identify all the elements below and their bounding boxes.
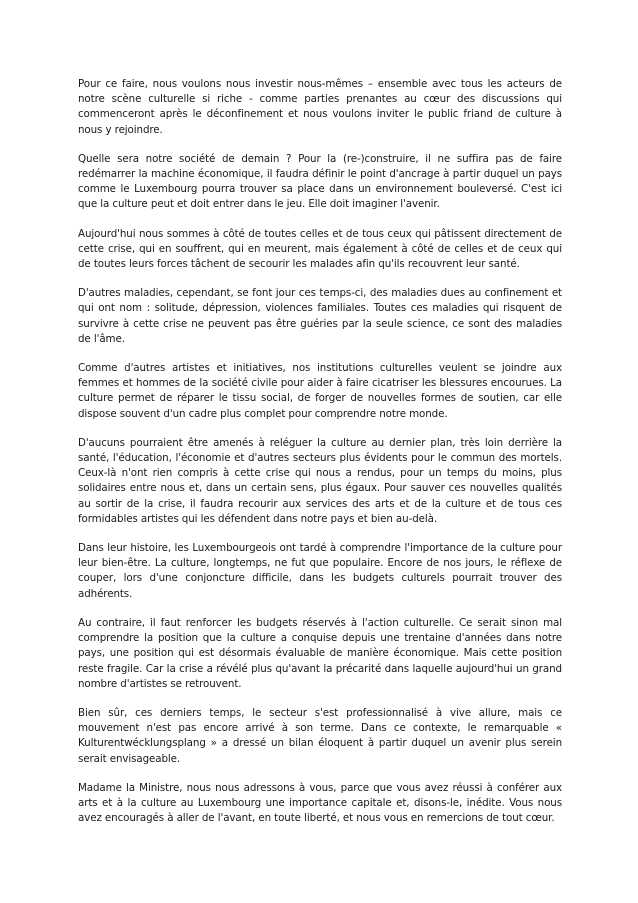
- paragraph-10: Madame la Ministre, nous nous adressons à vous, parce que vous avez réussi à conférer aux arts et à la culture au Luxembourg une importance capitale et, disons-le, inédite. Vous nous avez encouragés à aller de l'avant, en toute liberté, et nous vous en remercions de tout cœur.: [78, 781, 562, 825]
- paragraph-7: Dans leur histoire, les Luxembourgeois ont tardé à comprendre l'importance de la culture pour leur bien-être. La culture, longtemps, ne fut que populaire. Encore de nos jours, le réflexe de couper, lors d'une conjoncture difficile, dans les budgets culturels pourrait trouver des adhérents.: [78, 542, 562, 600]
- paragraph-1: Pour ce faire, nous voulons nous investir nous-mêmes – ensemble avec tous les acteurs de notre scène culturelle si riche - comme parties prenantes au cœur des discussions qui commenceront après le déconfinement et nous voulons inviter le public friand de culture à nous y rejoindre.: [78, 78, 562, 136]
- paragraph-2: Quelle sera notre société de demain ? Pour la (re-)construire, il ne suffira pas de faire redémarrer la machine économique, il faudra définir le point d'ancrage à partir duquel un pays comme le Luxembourg pourra trouver sa place dans un environnement bouleversé. C'est ici que la culture peut et doit entrer dans le jeu. Elle doit imaginer l'avenir.: [78, 152, 562, 211]
- paragraph-6: D'aucuns pourraient être amenés à reléguer la culture au dernier plan, très loin derrière la santé, l'éducation, l'économie et d'autres secteurs plus évidents pour le commun des mortels. Ceux-là n'ont rien compris à cette crise qui nous a rendus, pour un temps du moins, plus solidaires entre nous et, dans un certain sens, plus égaux. Pour sauver ces nouvelles qualités au sortir de la crise, il faudra recourir aux services des arts et de la culture et de tous ces formidables artistes qui les défendent dans notre pays et bien au-delà.: [78, 436, 562, 525]
- paragraph-5: Comme d'autres artistes et initiatives, nos institutions culturelles veulent se joindre aux femmes et hommes de la société civile pour aider à faire cicatriser les blessures encourues. La culture permet de réparer le tissu social, de forger de nouvelles formes de soutien, car elle dispose souvent d'un cadre plus complet pour comprendre notre monde.: [78, 362, 562, 420]
- paragraph-9: Bien sûr, ces derniers temps, le secteur s'est professionnalisé à vive allure, mais ce mouvement n'est pas encore arrivé à son terme. Dans ce contexte, le remarquable « Kulturentwécklungsplang » a dressé un bilan éloquent à partir duquel un avenir plus serein serait envisageable.: [78, 706, 562, 765]
- paragraph-8: Au contraire, il faut renforcer les budgets réservés à l'action culturelle. Ce serait sinon mal comprendre la position que la culture a conquise depuis une trentaine d'années dans notre pays, une position qui est désormais évaluable de manière économique. Mais cette position reste fragile. Car la crise a révélé plus qu'avant la précarité dans laquelle aujourd'hui un grand nombre d'artistes se retrouvent.: [78, 616, 562, 690]
- paragraph-4: D'autres maladies, cependant, se font jour ces temps-ci, des maladies dues au confinement et qui ont nom : solitude, dépression, violences familiales. Toutes ces maladies qui risquent de survivre à cette crise ne peuvent pas être guéries par la seule science, ce sont des maladies de l'âme.: [78, 287, 562, 345]
- document-body: [78, 77, 562, 840]
- paragraph-3: Aujourd'hui nous sommes à côté de toutes celles et de tous ceux qui pâtissent directement de cette crise, qui en souffrent, qui en meurent, mais également à côté de celles et de ceux qui de toutes leurs forces tâchent de secourir les malades afin qu'ils recouvrent leur santé.: [78, 227, 562, 271]
